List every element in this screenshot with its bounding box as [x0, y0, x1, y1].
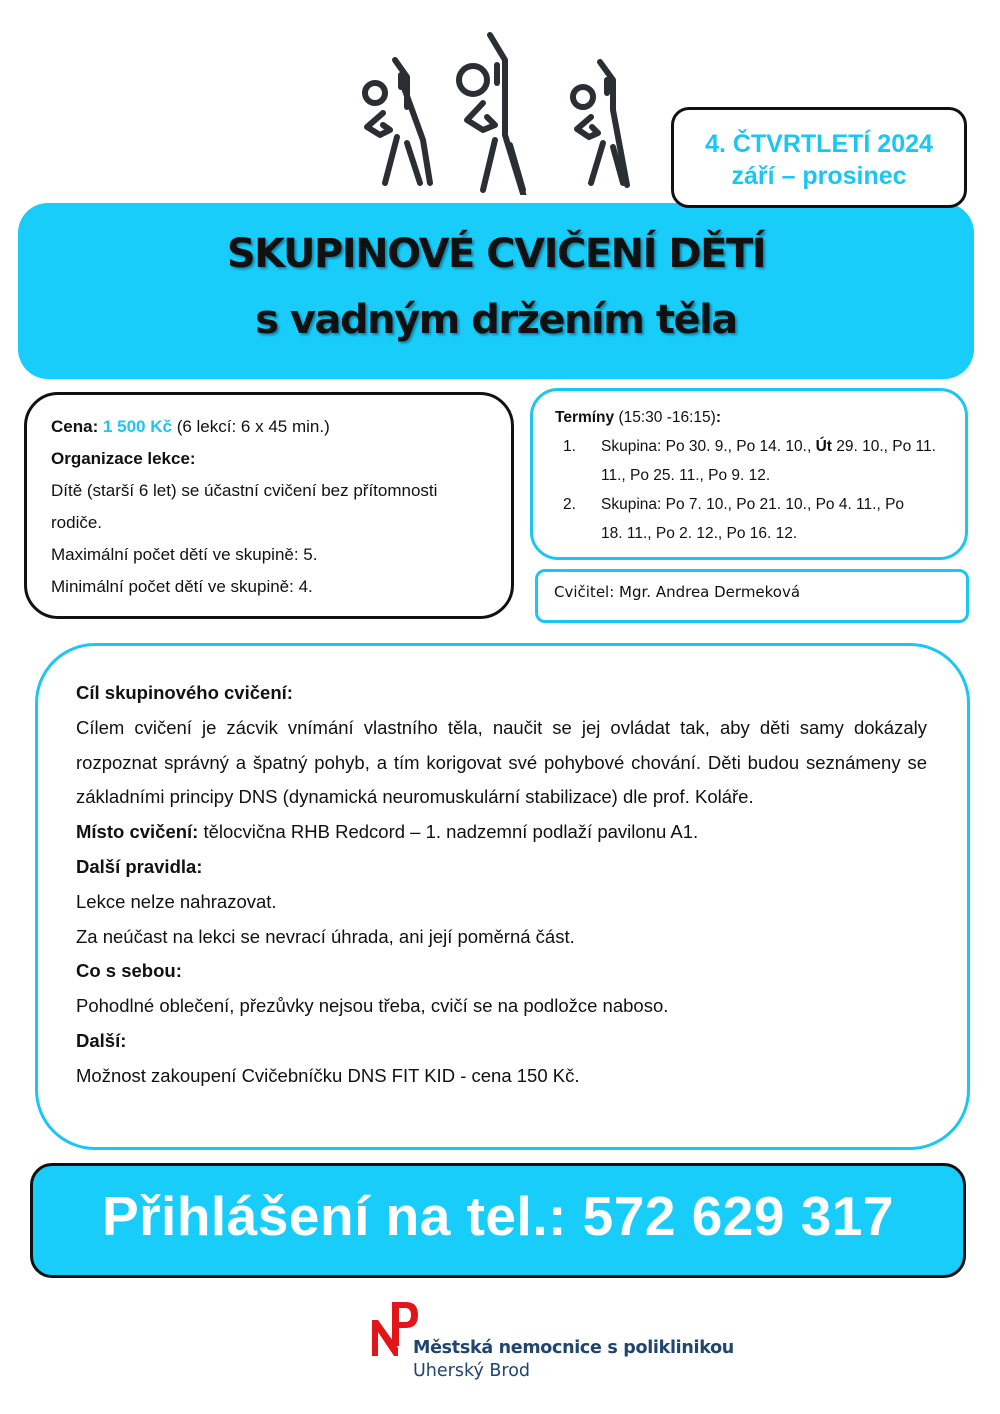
page-title: SKUPINOVÉ CVIČENÍ DĚTÍ — [226, 231, 766, 277]
schedule-group-1 — [555, 432, 965, 490]
group-number: 1. — [563, 438, 576, 455]
teacher-name: Cvičitel: Mgr. Andrea Dermeková — [554, 583, 801, 601]
price-line — [51, 411, 511, 443]
schedule-header — [555, 403, 965, 432]
other-text: Možnost zakoupení Cvičebníčku DNS FIT KID - cena 150 Kč. — [76, 1064, 580, 1086]
page-subtitle: s vadným držením těla — [255, 297, 737, 343]
place-line — [76, 815, 927, 850]
hospital-logo — [368, 1296, 768, 1386]
months-label: září – prosinec — [731, 162, 907, 190]
schedule-time: (15:30 -16:15) — [614, 409, 716, 426]
goal-text: Cílem cvičení je zácvik vnímání vlastního těla, naučit se jej ovládat tak, aby děti samy dokázaly rozpoznat správný a špatný pohyb, a tím korigovat své pohybové chování. Děti budou seznámeny se základními principy DNS (dynamická neuromuskulární stabilizace) dle prof. Koláře. — [76, 716, 927, 808]
other-label: Další: — [76, 1029, 127, 1051]
details-card — [35, 643, 970, 1150]
price-info-card — [24, 392, 514, 619]
logo-name: Městská nemocnice s poliklinikou — [413, 1338, 734, 1358]
place-label: Místo cvičení: — [76, 821, 199, 843]
schedule-colon: : — [715, 409, 722, 426]
group-dates-bold-day: Út — [815, 438, 832, 455]
teacher-card — [535, 569, 969, 623]
schedule-card — [530, 388, 968, 560]
bring-text: Pohodlné oblečení, přezůvky nejsou třeba, cvičí se na podložce naboso. — [76, 995, 669, 1017]
price-note: (6 lekcí: 6 x 45 min.) — [171, 417, 330, 436]
bring-label: Co s sebou: — [76, 960, 182, 982]
group-dates-part: 29. 10., Po 11. 11., Po 25. 11., Po 9. 12. — [601, 438, 936, 484]
schedule-label: Termíny — [555, 409, 615, 426]
logo-city: Uherský Brod — [413, 1361, 531, 1381]
quarter-label: 4. ČTVRTLETÍ 2024 — [705, 130, 933, 158]
np-logo-mark-icon — [368, 1298, 418, 1358]
group-dates: Skupina: Po 7. 10., Po 21. 10., Po 4. 11., Po 18. 11., Po 2. 12., Po 16. 12. — [601, 496, 905, 542]
title-banner — [18, 203, 974, 379]
schedule-group-2 — [555, 490, 965, 548]
quarter-badge — [671, 107, 967, 208]
price-label: Cena: — [51, 417, 99, 436]
rule-item: Za neúčast na lekci se nevrací úhrada, ani její poměrná část. — [76, 925, 575, 947]
exercise-figure-icon — [459, 35, 525, 195]
goal-label: Cíl skupinového cvičení: — [76, 682, 293, 703]
organization-text: Dítě (starší 6 let) se účastní cvičení bez přítomnosti rodiče. — [51, 481, 438, 532]
signup-banner — [30, 1163, 966, 1278]
exercise-figures — [355, 25, 645, 195]
rules-label: Další pravidla: — [76, 855, 203, 877]
rule-item: Lekce nelze nahrazovat. — [76, 890, 277, 912]
group-number: 2. — [563, 496, 576, 513]
min-children: Minimální počet dětí ve skupině: 4. — [51, 577, 313, 596]
exercise-figure-icon — [365, 60, 430, 183]
max-children: Maximální počet dětí ve skupině: 5. — [51, 545, 318, 564]
group-dates — [601, 432, 941, 490]
signup-phone: Přihlášení na tel.: 572 629 317 — [101, 1185, 895, 1247]
place-text: tělocvična RHB Redcord – 1. nadzemní podlaží pavilonu A1. — [198, 821, 699, 843]
exercise-figure-icon — [573, 62, 627, 185]
price-value: 1 500 Kč — [102, 417, 172, 436]
group-dates-part: Skupina: Po 30. 9., Po 14. 10., — [601, 438, 816, 455]
organization-label: Organizace lekce: — [51, 449, 196, 468]
